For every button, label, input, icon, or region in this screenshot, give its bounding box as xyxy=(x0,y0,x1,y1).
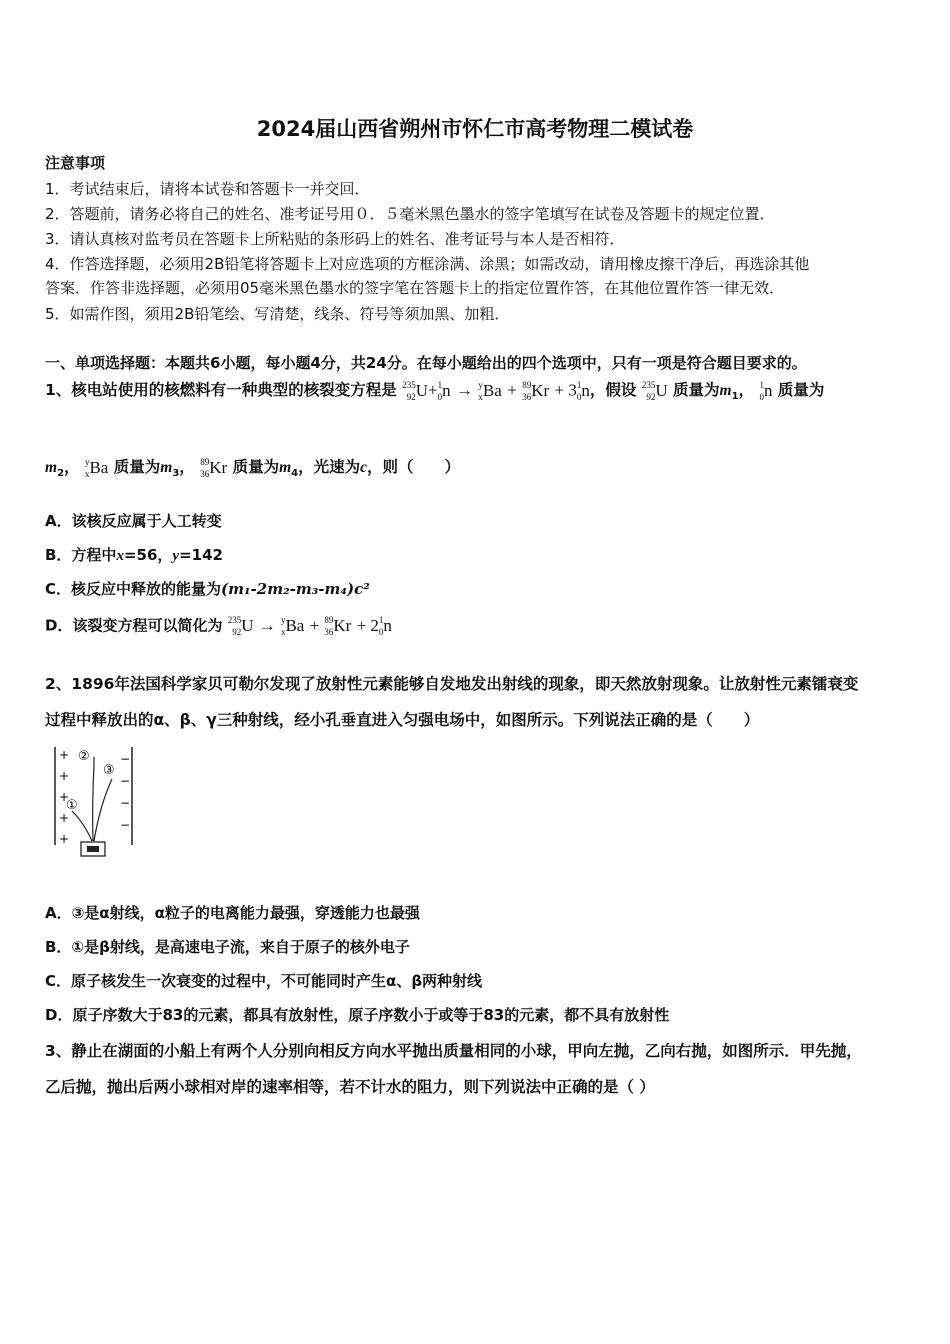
section-heading: 一、单项选择题：本题共6小题，每小题4分，共24分。在每小题给出的四个选项中，只有一项是符合题目要求的。 xyxy=(45,354,807,372)
isotope-kr: 89 36Kr xyxy=(324,615,352,637)
isotope-neutron: 1 0n xyxy=(759,379,773,402)
question-1-line-1: 1、核电站使用的核燃料有一种典型的核裂变方程是 235 92U+1 0n → y xBa + 89 36Kr + 31 0n，假设 235 92U 质量为$m_1$， 1 0n 质量为 xyxy=(45,379,825,403)
isotope-ba: y xBa xyxy=(280,615,305,637)
source-sample xyxy=(87,846,99,852)
notice-heading: 注意事项 xyxy=(45,154,106,172)
isotope-u235: 235 92U xyxy=(402,379,428,402)
minus-sign: − xyxy=(120,774,131,788)
question-1-option-d[interactable]: D．该裂变方程可以简化为 235 92U → y xBa + 89 36Kr + 21 0n xyxy=(45,615,392,637)
isotope-kr: 89 36Kr xyxy=(522,379,550,402)
isotope-neutron: 1 0n xyxy=(576,379,590,402)
page-title: 2024届山西省朔州市怀仁市高考物理二模试卷 xyxy=(256,117,694,141)
ray-2-path xyxy=(93,757,94,841)
label-1: ① xyxy=(66,798,78,813)
ray-3-path xyxy=(94,779,112,841)
question-1-option-a[interactable]: A．该核反应属于人工转变 xyxy=(45,512,222,530)
notice-item: 2．答题前，请务必将自己的姓名、准考证号用０．５毫米黑色墨水的签字笔填写在试卷及答题卡的规定位置． xyxy=(45,205,775,223)
isotope-u235: 235 92U xyxy=(227,615,254,637)
plus-sign: + xyxy=(59,769,70,783)
isotope-ba: y xBa xyxy=(478,379,502,402)
question-2-line-2: 过程中释放出的α、β、γ三种射线，经小孔垂直进入匀强电场中，如图所示。下列说法正确的是（ ） xyxy=(45,711,760,729)
isotope-neutron: 1 0n xyxy=(378,615,392,637)
question-1-option-c[interactable]: C．核反应中释放的能量为(m₁-2m₂-m₃-m₄)c² xyxy=(45,580,370,598)
plus-sign: + xyxy=(59,790,70,804)
minus-sign: − xyxy=(120,752,131,766)
isotope-u235: 235 92U xyxy=(641,379,668,402)
isotope-ba: y xBa xyxy=(84,456,109,479)
isotope-kr: 89 36Kr xyxy=(200,456,228,479)
minus-sign: − xyxy=(120,796,131,810)
minus-sign: − xyxy=(120,818,131,832)
question-3-line-2: 乙后抛，抛出后两小球相对岸的速率相等，若不计水的阻力，则下列说法中正确的是（ ） xyxy=(45,1078,655,1096)
plus-sign: + xyxy=(59,811,70,825)
notice-item: 1．考试结束后，请将本试卷和答题卡一并交回． xyxy=(45,180,370,198)
notice-item: 3．请认真核对监考员在答题卡上所粘贴的条形码上的姓名、准考证号与本人是否相符． xyxy=(45,230,625,248)
question-2-option-a[interactable]: A．③是α射线，α粒子的电离能力最强，穿透能力也最强 xyxy=(45,904,420,922)
question-2-option-b[interactable]: B．①是β射线，是高速电子流，来自于原子的核外电子 xyxy=(45,938,410,956)
label-2: ② xyxy=(78,749,90,764)
plus-sign: + xyxy=(59,748,70,762)
notice-item: 5．如需作图，须用2B铅笔绘、写清楚，线条、符号等须加黑、加粗． xyxy=(45,305,510,323)
label-3: ③ xyxy=(103,763,115,778)
radiation-field-figure xyxy=(48,745,138,860)
question-2-option-d[interactable]: D．原子序数大于83的元素，都具有放射性，原子序数小于或等于83的元素，都不具有放射性 xyxy=(45,1006,670,1024)
plus-sign: + xyxy=(59,832,70,846)
notice-item: 4．作答选择题，必须用2B铅笔将答题卡上对应选项的方框涂满、涂黑；如需改动，请用橡皮擦干净后，再选涂其他 xyxy=(45,255,810,273)
question-1-line-2: $m_2$， y xBa 质量为$m_3$， 89 36Kr 质量为$m_4$，光速为c，则（ ） xyxy=(45,456,461,480)
notice-item: 答案．作答非选择题，必须用05毫米黑色墨水的签字笔在答题卡上的指定位置作答，在其他位置作答一律无效． xyxy=(45,279,785,297)
question-3-line-1: 3、静止在湖面的小船上有两个人分别向相反方向水平抛出质量相同的小球，甲向左抛，乙向右抛，如图所示．甲先抛， xyxy=(45,1042,862,1060)
question-2-line-1: 2、1896年法国科学家贝可勒尔发现了放射性元素能够自发地发出射线的现象，即天然放射现象。让放射性元素镭衰变 xyxy=(45,675,859,693)
ray-1-path xyxy=(72,811,92,841)
question-1-option-b[interactable]: B．方程中x=56，y=142 xyxy=(45,546,223,564)
isotope-neutron: 1 0n xyxy=(437,379,451,402)
question-2-option-c[interactable]: C．原子核发生一次衰变的过程中，不可能同时产生α、β两种射线 xyxy=(45,972,483,990)
